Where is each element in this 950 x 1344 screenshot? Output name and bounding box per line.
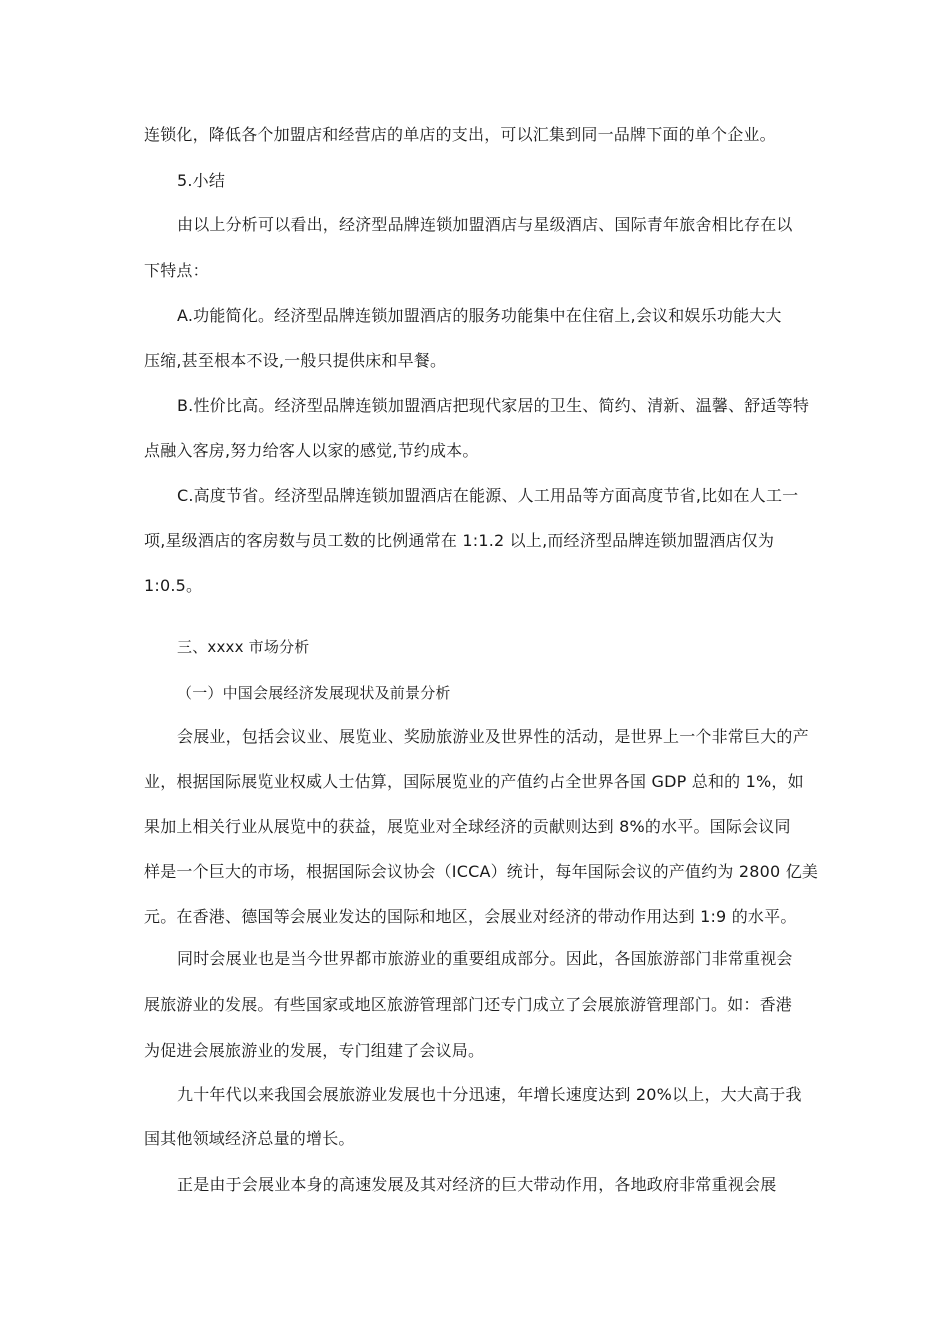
text-line: 点融入客房,努力给客人以家的感觉,节约成本。 xyxy=(144,441,479,460)
text-line: 果加上相关行业从展览中的获益，展览业对全球经济的贡献则达到 8%的水平。国际会议同 xyxy=(144,817,791,836)
text-line: A.功能简化。经济型品牌连锁加盟酒店的服务功能集中在住宿上,会议和娱乐功能大大 xyxy=(177,306,782,325)
text-line: 展旅游业的发展。有些国家或地区旅游管理部门还专门成立了会展旅游管理部门。如：香港 xyxy=(144,995,793,1014)
subsection-heading: （一）中国会展经济发展现状及前景分析 xyxy=(177,684,451,702)
text-line: 压缩,甚至根本不设,一般只提供床和早餐。 xyxy=(144,351,447,370)
text-line: 1:0.5。 xyxy=(144,576,203,595)
section-heading: 5.小结 xyxy=(177,171,226,190)
text-line: 九十年代以来我国会展旅游业发展也十分迅速，年增长速度达到 20%以上，大大高于我 xyxy=(177,1085,802,1104)
text-line: 由以上分析可以看出，经济型品牌连锁加盟酒店与星级酒店、国际青年旅舍相比存在以 xyxy=(177,215,793,234)
text-line: C.高度节省。经济型品牌连锁加盟酒店在能源、人工用品等方面高度节省,比如在人工一 xyxy=(177,486,799,505)
text-line: 为促进会展旅游业的发展，专门组建了会议局。 xyxy=(144,1041,485,1060)
text-line: 正是由于会展业本身的高速发展及其对经济的巨大带动作用，各地政府非常重视会展 xyxy=(177,1175,777,1194)
text-line: 业，根据国际展览业权威人士估算，国际展览业的产值约占全世界各国 GDP 总和的 1%，如 xyxy=(144,772,804,791)
text-line: 元。在香港、德国等会展业发达的国际和地区，会展业对经济的带动作用达到 1:9 的水平。 xyxy=(144,907,797,926)
text-line: 连锁化，降低各个加盟店和经营店的单店的支出，可以汇集到同一品牌下面的单个企业。 xyxy=(144,125,776,144)
text-line: B.性价比高。经济型品牌连锁加盟酒店把现代家居的卫生、简约、清新、温馨、舒适等特 xyxy=(177,396,810,415)
chapter-heading: 三、xxxx 市场分析 xyxy=(177,638,310,656)
text-line: 样是一个巨大的市场，根据国际会议协会（ICCA）统计，每年国际会议的产值约为 2800 亿美 xyxy=(144,862,819,881)
text-line: 同时会展业也是当今世界都市旅游业的重要组成部分。因此，各国旅游部门非常重视会 xyxy=(177,949,793,968)
text-line: 下特点： xyxy=(144,261,209,280)
text-line: 项,星级酒店的客房数与员工数的比例通常在 1:1.2 以上,而经济型品牌连锁加盟酒店仅为 xyxy=(144,531,775,550)
text-line: 会展业，包括会议业、展览业、奖励旅游业及世界性的活动，是世界上一个非常巨大的产 xyxy=(177,727,809,746)
text-line: 国其他领域经济总量的增长。 xyxy=(144,1129,355,1148)
